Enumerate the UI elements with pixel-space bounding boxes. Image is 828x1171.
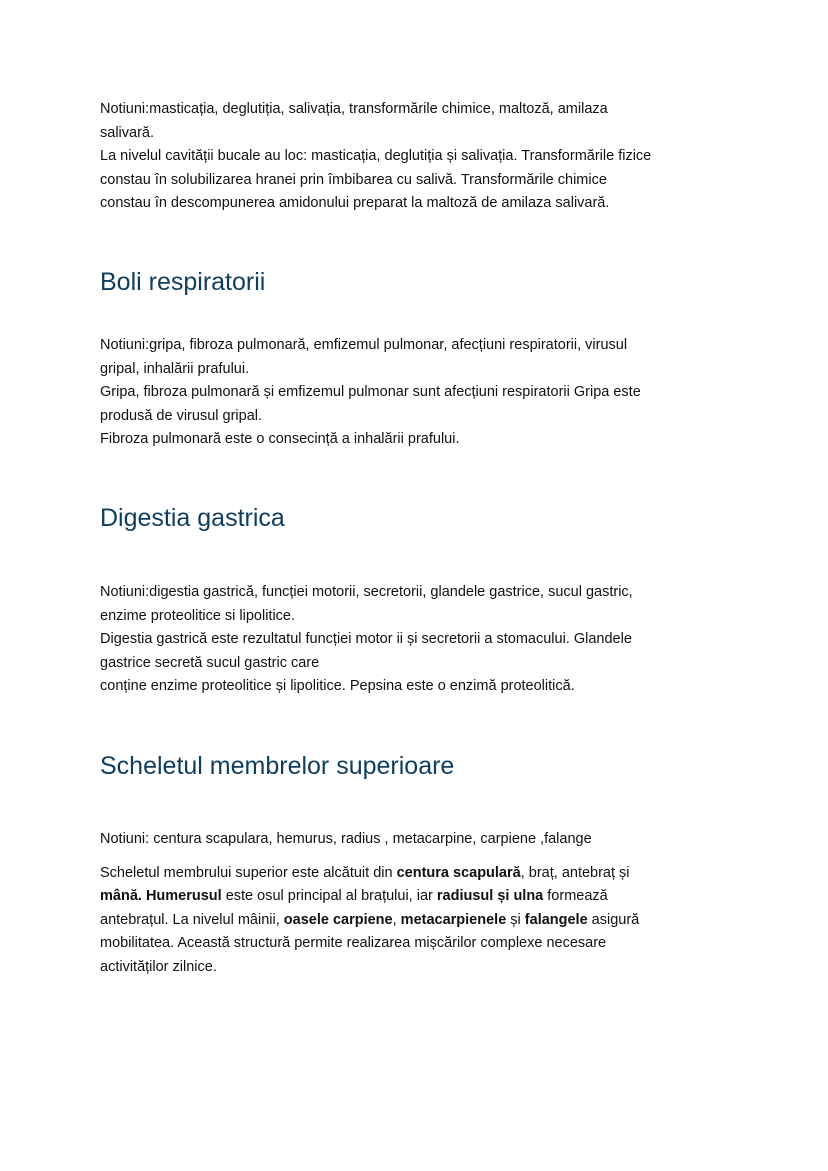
body-paragraph: La nivelul cavității bucale au loc: masticația, deglutiția și salivația. Transformările fizice constau în solubilizarea hranei prin îmbibarea cu salivă. Transformările chimice constau în descompunerea amidonului preparat la maltoză de amilaza salivară. <box>100 148 652 211</box>
section-oral-digestion <box>100 98 740 216</box>
section-gastric-digestion <box>100 581 740 699</box>
notions-paragraph: Notiuni: centura scapulara, hemurus, radius , metacarpine, carpiene ,falange <box>100 831 592 847</box>
section-heading: Boli respiratorii <box>100 268 266 296</box>
section-heading: Digestia gastrica <box>100 504 285 532</box>
body-paragraph: Scheletul membrului superior este alcătuit din centura scapulară, braț, antebraț și mână. Humerusul este osul principal al brațului, iar radiusul și ulna formează antebrațul. La nivelul mâinii, oasele carpiene, metacarpienele și falangele asigură mobilitatea. Această structură permite realizarea mișcărilor complexe necesare activităților zilnice. <box>100 864 640 975</box>
notions-paragraph: Notiuni:digestia gastrică, funcției motorii, secretorii, glandele gastrice, sucul gastric, enzime proteolitice si lipolitice. <box>100 584 633 624</box>
body-paragraph: Gripa, fibroza pulmonară și emfizemul pulmonar sunt afecțiuni respiratorii Gripa este produsă de virusul gripal. Fibroza pulmonară este o consecință a inhalării prafului. <box>100 384 641 447</box>
section-respiratory-diseases <box>100 334 740 452</box>
body-paragraph: Digestia gastrică este rezultatul funcției motor ii și secretorii a stomacului. Glandele gastrice secretă sucul gastric care conține enzime proteolitice și lipolitice. Pepsina este o enzimă proteolitică. <box>100 631 632 694</box>
section-heading: Scheletul membrelor superioare <box>100 752 455 780</box>
section-upper-limb-skeleton <box>100 828 740 979</box>
notions-paragraph: Notiuni:masticația, deglutiția, salivația, transformările chimice, maltoză, amilaza salivară. <box>100 101 608 141</box>
notions-paragraph: Notiuni:gripa, fibroza pulmonară, emfizemul pulmonar, afecțiuni respiratorii, virusul gripal, inhalării prafului. <box>100 337 628 377</box>
